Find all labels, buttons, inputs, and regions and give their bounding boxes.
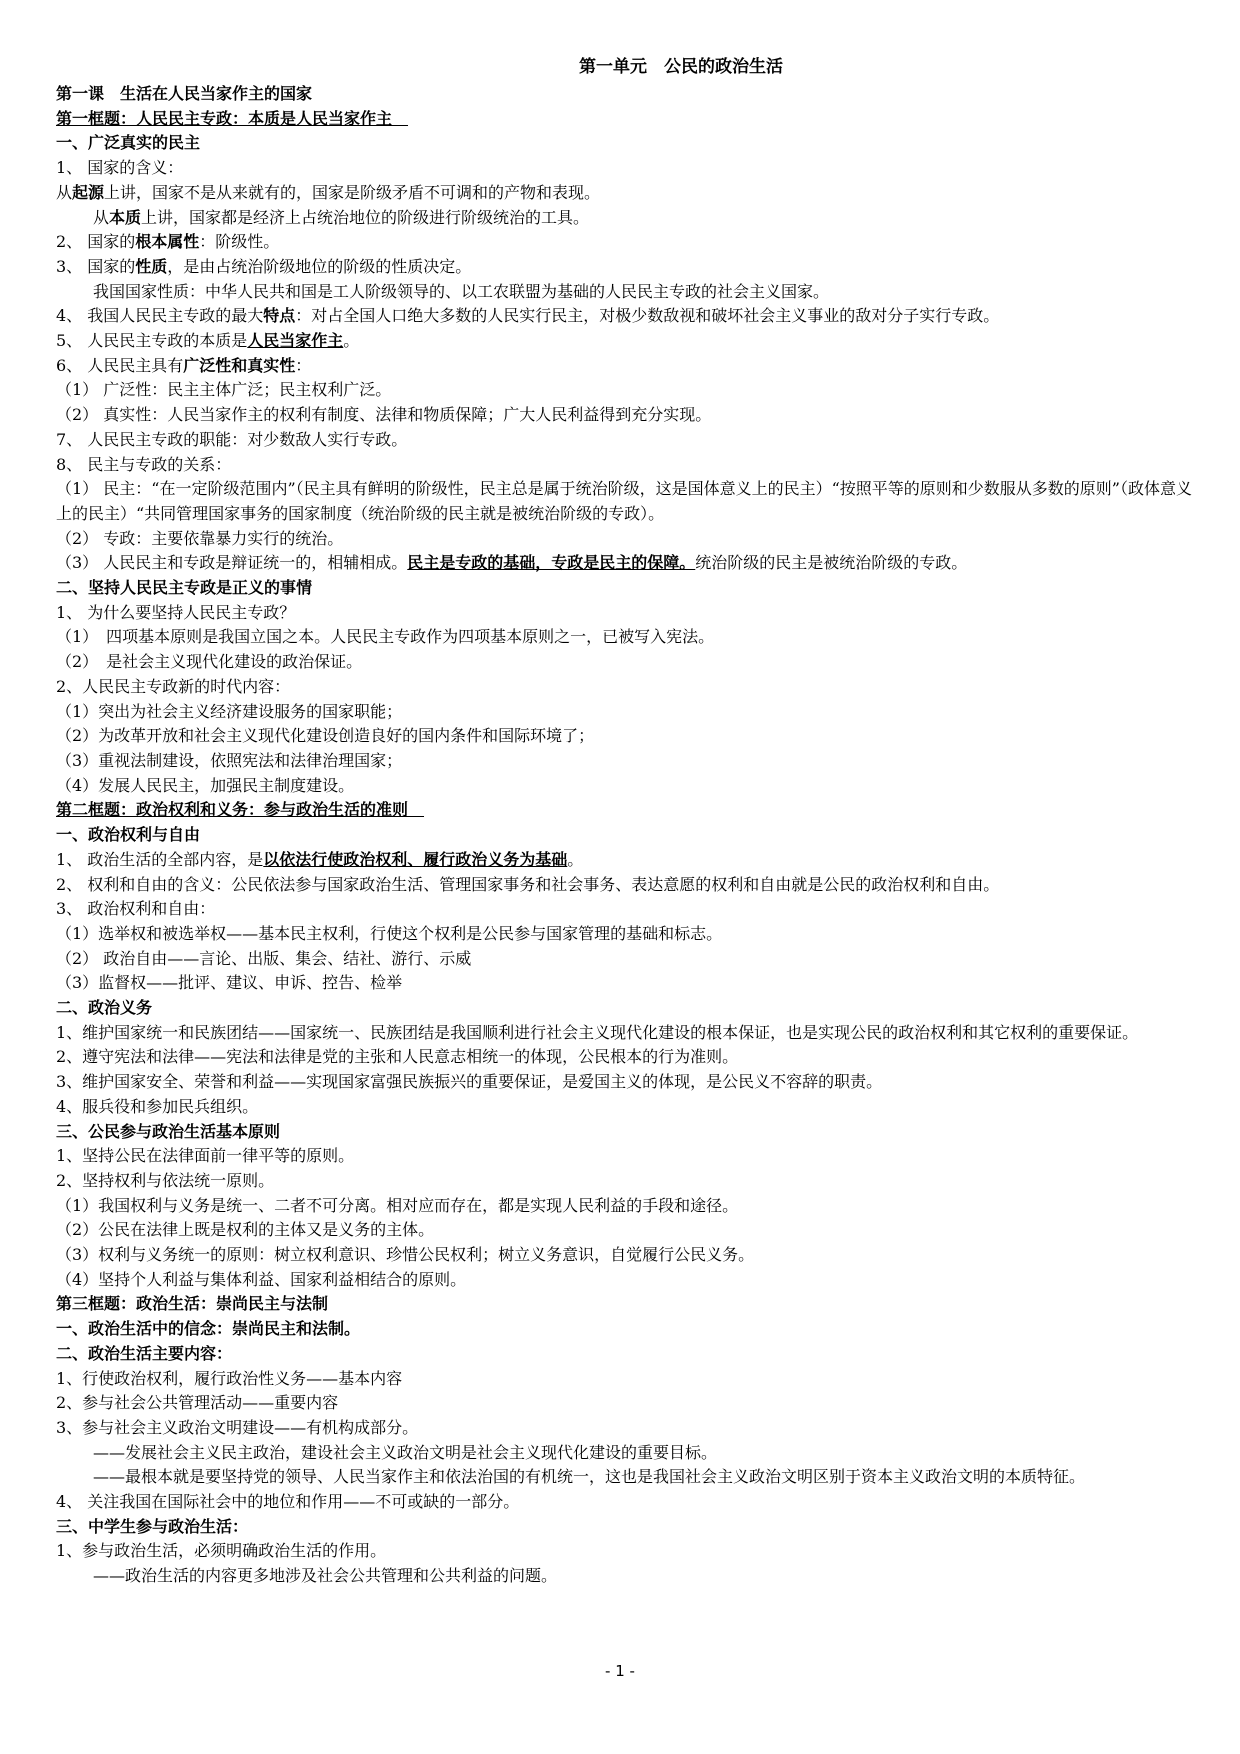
- text-span: ：对占全国人口绝大多数的人民实行民主，对极少数敌视和破坏社会主义事业的敌对分子实行专政。: [295, 306, 1000, 326]
- text-line: （1）我国权利与义务是统一、二者不可分离。相对应而存在，都是实现人民利益的手段和途径。: [56, 1195, 739, 1215]
- emphasis-text: 特点: [263, 306, 296, 326]
- text-line: 三、中学生参与政治生活：: [56, 1516, 249, 1536]
- text-line: 一、政治生活中的信念：崇尚民主和法制。: [56, 1319, 361, 1339]
- text-line: 1、参与政治生活，必须明确政治生活的作用。: [56, 1541, 387, 1561]
- text-span: （3） 人民民主和专政是辩证统一的，相辅相成。: [56, 553, 408, 573]
- page-title: 第一单元 公民的政治生活: [579, 57, 783, 77]
- text-line: 2、 权利和自由的含义：公民依法参与国家政治生活、管理国家事务和社会事务、表达意愿的权利和自由就是公民的政治权利和自由。: [56, 874, 1000, 894]
- text-line: 第一框题：人民民主专政：本质是人民当家作主: [56, 108, 409, 128]
- text-line: （3）权利与义务统一的原则：树立权利意识、珍惜公民权利；树立义务意识，自觉履行公民义务。: [56, 1245, 755, 1265]
- text-span: ：阶级性。: [199, 232, 280, 252]
- text-line: （2）为改革开放和社会主义现代化建设创造良好的国内条件和国际环境了；: [56, 726, 595, 746]
- text-line: 第二框题：政治权利和义务：参与政治生活的准则: [56, 800, 425, 820]
- text-line: 第一课 生活在人民当家作主的国家: [56, 84, 313, 103]
- text-line: （1） 四项基本原则是我国立国之本。人民民主专政作为四项基本原则之一，已被写入宪法。: [56, 627, 715, 647]
- emphasis-text: 根本属性: [135, 232, 200, 252]
- text-line: （1）选举权和被选举权——基本民主权利，行使这个权利是公民参与国家管理的基础和标志。: [56, 923, 723, 943]
- text-span: 上讲，国家都是经济上占统治地位的阶级进行阶级统治的工具。: [141, 207, 590, 227]
- text-line: [56, 329, 1196, 354]
- text-line: 8、 民主与专政的关系：: [56, 454, 232, 474]
- emphasis-text: 起源: [72, 182, 105, 202]
- text-line: 1、维护国家统一和民族团结——国家统一、民族团结是我国顺利进行社会主义现代化建设的根本保证，也是实现公民的政治权利和其它权利的重要保证。: [56, 1022, 1139, 1042]
- text-line: （1） 民主：“在一定阶级范围内”（民主具有鲜明的阶级性，民主总是属于统治阶级，这是国体意义上的民主）“按照平等的原则和少数服从多数的原则”（政体意义上的民主）“共同管理国家事务的国家制度（统治阶级的民主就是被统治阶级的专政）。: [56, 479, 1192, 523]
- text-line: 1、 为什么要坚持人民民主专政？: [56, 602, 296, 622]
- emphasis-text: 民主是专政的基础，专政是民主的保障。: [407, 553, 696, 573]
- text-line: ——最根本就是要坚持党的领导、人民当家作主和依法治国的有机统一，这也是我国社会主义政治文明区别于资本主义政治文明的本质特征。: [93, 1467, 1086, 1487]
- text-span: 3、 国家的: [56, 256, 136, 276]
- emphasis-text: 以依法行使政治权利、履行政治义务为基础: [263, 849, 568, 869]
- text-line: 3、参与社会主义政治文明建设——有机构成部分。: [56, 1417, 419, 1437]
- text-line: （1） 广泛性：民主主体广泛；民主权利广泛。: [56, 380, 392, 400]
- text-span: 1、 政治生活的全部内容，是: [56, 849, 264, 869]
- text-line: 3、维护国家安全、荣誉和利益——实现国家富强民族振兴的重要保证，是爱国主义的体现，是公民义不容辞的职责。: [56, 1072, 883, 1092]
- text-span: 统治阶级的民主是被统治阶级的专政。: [695, 553, 968, 573]
- emphasis-text: 人民当家作主: [247, 331, 344, 351]
- text-line: 三、公民参与政治生活基本原则: [56, 1121, 281, 1141]
- text-line: （3）监督权——批评、建议、申诉、控告、检举: [56, 973, 403, 993]
- text-span: 2、 国家的: [56, 232, 136, 252]
- text-line: 二、坚持人民民主专政是正义的事情: [56, 578, 313, 598]
- text-line: 一、政治权利与自由: [56, 825, 201, 845]
- text-line: 2、坚持权利与依法统一原则。: [56, 1170, 275, 1190]
- text-span: 。: [567, 849, 584, 869]
- emphasis-text: 性质: [135, 256, 168, 276]
- text-span: 4、 我国人民民主专政的最大: [56, 306, 264, 326]
- text-line: [56, 848, 1196, 873]
- text-line: 3、 政治权利和自由：: [56, 899, 216, 919]
- text-line: （2） 政治自由——言论、出版、集会、结社、游行、示威: [56, 948, 472, 968]
- text-span: 6、 人民民主具有: [56, 355, 184, 375]
- text-line: [56, 255, 1196, 280]
- text-span: 5、 人民民主专政的本质是: [56, 331, 248, 351]
- text-line: [56, 551, 1196, 576]
- text-line: 第三框题：政治生活：崇尚民主与法制: [56, 1294, 329, 1314]
- text-line: （3）重视法制建设，依照宪法和法律治理国家；: [56, 750, 403, 770]
- text-span: 。: [343, 331, 360, 351]
- text-line: （2）公民在法律上既是权利的主体又是义务的主体。: [56, 1220, 435, 1240]
- text-line: [56, 304, 1196, 329]
- page-number: - 1 -: [605, 1662, 635, 1680]
- document-page: [56, 54, 1196, 1589]
- text-line: （4）发展人民民主，加强民主制度建设。: [56, 775, 355, 795]
- text-line: 二、政治义务: [56, 998, 153, 1018]
- emphasis-text: 本质: [109, 207, 142, 227]
- text-span: ，是由占统治阶级地位的阶级的性质决定。: [167, 256, 472, 276]
- text-line: [56, 230, 1196, 255]
- text-line: （2） 是社会主义现代化建设的政治保证。: [56, 652, 363, 672]
- text-line: 2、参与社会公共管理活动——重要内容: [56, 1393, 339, 1413]
- text-line: [56, 206, 1196, 231]
- text-span: 从: [93, 207, 110, 227]
- text-line: 7、 人民民主专政的职能：对少数敌人实行专政。: [56, 429, 408, 449]
- emphasis-text: 广泛性和真实性: [183, 355, 296, 375]
- text-line: ——发展社会主义民主政治，建设社会主义政治文明是社会主义现代化建设的重要目标。: [93, 1442, 718, 1462]
- text-line: [56, 181, 1196, 206]
- text-line: （2） 专政：主要依靠暴力实行的统治。: [56, 528, 344, 548]
- text-span: 上讲，国家不是从来就有的，国家是阶级矛盾不可调和的产物和表现。: [104, 182, 601, 202]
- text-line: 4、服兵役和参加民兵组织。: [56, 1096, 259, 1116]
- text-line: 1、坚持公民在法律面前一律平等的原则。: [56, 1146, 355, 1166]
- text-line: 一、广泛真实的民主: [56, 133, 201, 153]
- text-line: 二、政治生活主要内容：: [56, 1343, 233, 1363]
- text-line: 我国国家性质：中华人民共和国是工人阶级领导的、以工农联盟为基础的人民民主专政的社会主义国家。: [93, 281, 830, 301]
- text-line: （1）突出为社会主义经济建设服务的国家职能；: [56, 701, 403, 721]
- text-line: 2、人民民主专政新的时代内容：: [56, 676, 291, 696]
- text-line: 1、 国家的含义：: [56, 158, 184, 178]
- text-line: ——政治生活的内容更多地涉及社会公共管理和公共利益的问题。: [93, 1566, 558, 1586]
- document-body: [56, 82, 1196, 1589]
- text-line: （2） 真实性：人民当家作主的权利有制度、法律和物质保障；广大人民利益得到充分实现。: [56, 405, 712, 425]
- text-line: 4、 关注我国在国际社会中的地位和作用——不可或缺的一部分。: [56, 1492, 520, 1512]
- text-line: [56, 354, 1196, 379]
- text-line: （4）坚持个人利益与集体利益、国家利益相结合的原则。: [56, 1269, 467, 1289]
- text-line: 2、遵守宪法和法律——宪法和法律是党的主张和人民意志相统一的体现，公民根本的行为准则。: [56, 1047, 739, 1067]
- text-span: 从: [56, 182, 73, 202]
- text-span: ：: [295, 355, 312, 375]
- text-line: 1、行使政治权利，履行政治性义务——基本内容: [56, 1368, 403, 1388]
